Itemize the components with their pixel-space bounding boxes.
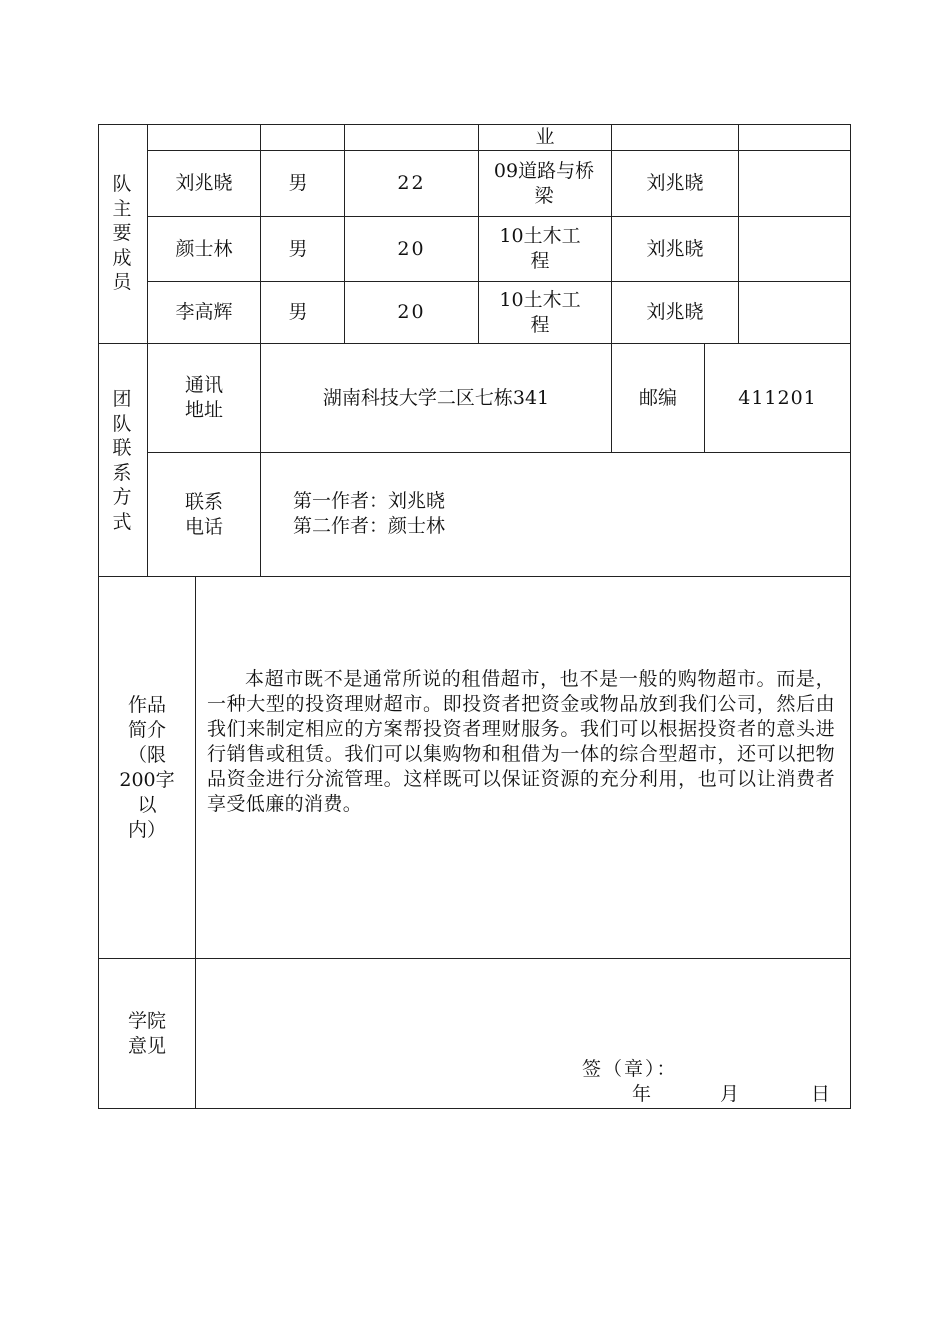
date-month: 月 xyxy=(720,1083,740,1105)
phone-label: 联系 电话 xyxy=(184,490,223,538)
member-age: 22 xyxy=(397,172,426,194)
member-author: 刘兆晓 xyxy=(646,172,704,194)
date-year: 年 xyxy=(632,1083,652,1105)
major-header-partial: 业 xyxy=(535,126,555,148)
address-label: 通讯 地址 xyxy=(184,374,223,421)
postcode-value: 411201 xyxy=(738,386,817,409)
member-major: 10土木工程 xyxy=(499,225,581,272)
member-major: 10土木工程 xyxy=(499,288,581,336)
member-name: 刘兆晓 xyxy=(175,172,233,194)
member-author: 刘兆晓 xyxy=(646,237,704,260)
member-gender: 男 xyxy=(288,237,308,260)
member-gender: 男 xyxy=(288,172,308,194)
member-name: 李高辉 xyxy=(175,301,233,323)
member-age: 20 xyxy=(397,237,426,260)
sign-stamp-label: 签（章）： xyxy=(582,1058,678,1080)
phone-first-author: 第一作者：刘兆晓 xyxy=(293,490,446,512)
phone-second-author: 第二作者：颜士林 xyxy=(293,515,446,537)
member-age: 20 xyxy=(397,301,426,323)
member-author: 刘兆晓 xyxy=(646,301,704,323)
intro-text: 本超市既不是通常所说的租借超市，也不是一般的购物超市。而是，一种大型的投资理财超市。即投资者把资金或物品放到我们公司，然后由我们来制定相应的方案帮投资者理财服务。我们可以根据投资者的意头进行销售或租赁。我们可以集购物和租借为一体的综合型超市，还可以把物品资金进行分流管理。这样既可以保证资源的充分利用，也可以让消费者享受低廉的消费。 xyxy=(207,668,835,815)
address-value: 湖南科技大学二区七栋341 xyxy=(322,386,550,409)
member-name: 颜士林 xyxy=(175,237,233,260)
intro-label: 作品 简介 （限 200字 以 内） xyxy=(119,693,175,841)
postcode-label: 邮编 xyxy=(638,386,677,409)
members-section-label: 队主要成员 xyxy=(112,173,132,293)
contact-section-label: 团队联系方式 xyxy=(112,388,132,533)
date-day: 日 xyxy=(811,1083,831,1105)
member-gender: 男 xyxy=(288,301,308,323)
member-major: 09道路与桥梁 xyxy=(493,159,595,207)
college-label: 学院 意见 xyxy=(127,1009,166,1057)
